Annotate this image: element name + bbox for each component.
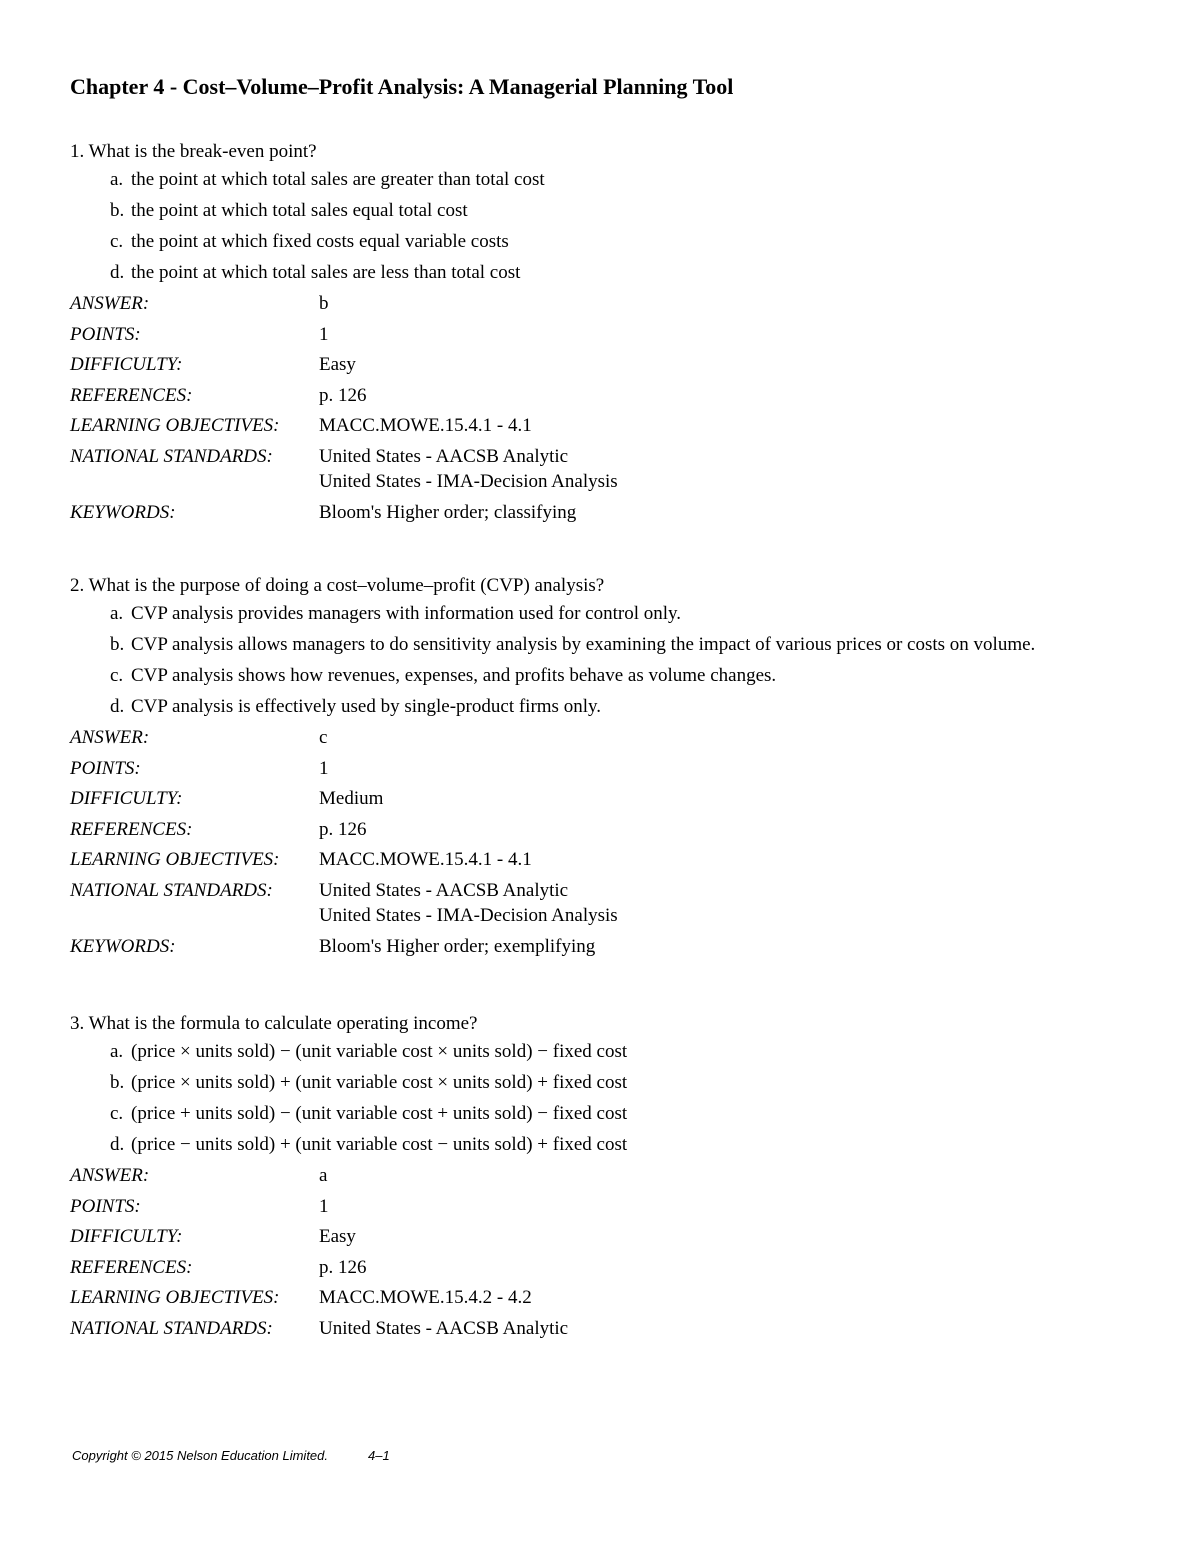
chapter-title: Chapter 4 - Cost–Volume–Profit Analysis: A Managerial Planning Tool [70,74,734,99]
meta-value: p. 126 [319,1256,367,1278]
meta-value: United States - IMA-Decision Analysis [319,470,618,492]
meta-label: LEARNING OBJECTIVES: [70,415,280,437]
option-text: the point at which total sales are greater than total cost [131,169,545,190]
meta-label: DIFFICULTY: [70,788,183,810]
option-letter: a. [110,603,124,624]
option-c [70,229,1130,254]
option-letter: a. [110,169,124,190]
meta-label: ANSWER: [70,1165,150,1186]
meta-value: Bloom's Higher order; exemplifying [319,935,596,957]
option-letter: c. [110,665,124,686]
meta-value: p. 126 [319,818,367,840]
question-metadata [70,725,1130,959]
meta-value: United States - IMA-Decision Analysis [319,904,618,926]
question-3 [70,1011,1130,1347]
meta-label: NATIONAL STANDARDS: [70,445,273,467]
option-letter: b. [110,1072,125,1093]
meta-value: Easy [319,1226,356,1248]
meta-national-standards [70,444,1130,494]
answer-options [70,601,1130,719]
option-text: the point at which total sales are less than total cost [131,262,521,283]
meta-references [70,383,1130,408]
meta-keywords [70,934,1130,959]
meta-label: POINTS: [70,1195,141,1217]
meta-value: Bloom's Higher order; classifying [319,501,577,523]
meta-difficulty [70,1224,1130,1249]
question-stem: 2. What is the purpose of doing a cost–volume–profit (CVP) analysis? [70,575,605,596]
meta-label: REFERENCES: [70,384,193,406]
meta-value: MACC.MOWE.15.4.2 - 4.2 [319,1287,532,1309]
meta-value: 1 [319,323,329,345]
meta-value: MACC.MOWE.15.4.1 - 4.1 [319,415,532,437]
meta-points [70,322,1130,347]
meta-difficulty [70,352,1130,377]
meta-value: c [319,727,328,748]
meta-label: NATIONAL STANDARDS: [70,1317,273,1339]
meta-learning-objectives [70,1285,1130,1310]
question-metadata [70,1163,1130,1341]
meta-national-standards [70,878,1130,928]
option-text: (price − units sold) + (unit variable cost − units sold) + fixed cost [131,1134,628,1155]
meta-value: a [319,1165,328,1186]
option-letter: a. [110,1041,124,1062]
answer-options [70,167,1130,285]
option-text: the point at which fixed costs equal variable costs [131,231,509,252]
meta-learning-objectives [70,847,1130,872]
meta-label: POINTS: [70,323,141,345]
option-c [70,1101,663,1126]
meta-label: REFERENCES: [70,1256,193,1278]
option-letter: c. [110,231,124,252]
option-c [70,663,1130,688]
option-b [70,1070,663,1095]
meta-value: p. 126 [319,384,367,406]
question-1 [70,139,1130,530]
question-metadata [70,291,1130,525]
meta-label: DIFFICULTY: [70,1226,183,1248]
option-text: (price + units sold) − (unit variable cost + units sold) − fixed cost [131,1103,628,1124]
option-b [70,632,1131,657]
meta-references [70,1255,1130,1280]
meta-points [70,1194,1130,1219]
meta-answer [70,291,1130,316]
page-number: 4–1 [368,1448,390,1463]
meta-label: LEARNING OBJECTIVES: [70,1287,280,1309]
option-b [70,198,1130,223]
option-d [70,1132,663,1157]
meta-keywords [70,500,1130,525]
meta-points [70,756,1130,781]
option-text: CVP analysis is effectively used by single-product firms only. [131,696,601,717]
page-footer [72,1447,390,1465]
meta-label: KEYWORDS: [70,501,176,523]
meta-value: United States - AACSB Analytic [319,879,569,901]
meta-value: United States - AACSB Analytic [319,1317,569,1339]
option-letter: b. [110,200,125,221]
question-stem: 1. What is the break-even point? [70,141,317,162]
option-a [70,1039,663,1064]
meta-answer [70,1163,1130,1188]
meta-value: MACC.MOWE.15.4.1 - 4.1 [319,849,532,871]
question-stem: 3. What is the formula to calculate operating income? [70,1013,478,1034]
option-letter: c. [110,1103,124,1124]
option-d [70,260,1130,285]
option-text: the point at which total sales equal total cost [131,200,468,221]
question-2 [70,573,1130,964]
meta-label: KEYWORDS: [70,935,176,957]
meta-value: United States - AACSB Analytic [319,445,569,467]
meta-label: ANSWER: [70,293,150,314]
option-letter: b. [110,634,125,655]
option-text: CVP analysis shows how revenues, expenses, and profits behave as volume changes. [131,665,777,686]
option-letter: d. [110,262,125,283]
meta-difficulty [70,786,1130,811]
meta-label: ANSWER: [70,727,150,748]
meta-label: POINTS: [70,757,141,779]
meta-learning-objectives [70,413,1130,438]
meta-value: 1 [319,1195,329,1217]
answer-options [70,1039,1130,1157]
meta-label: REFERENCES: [70,818,193,840]
option-d [70,694,1130,719]
meta-answer [70,725,1130,750]
copyright-notice: Copyright © 2015 Nelson Education Limited. [72,1448,329,1463]
option-letter: d. [110,1134,125,1155]
option-text: (price × units sold) + (unit variable cost × units sold) + fixed cost [131,1072,628,1093]
option-text: CVP analysis allows managers to do sensitivity analysis by examining the impact of various prices or costs on volume. [131,634,1036,655]
meta-label: DIFFICULTY: [70,354,183,376]
meta-value: Medium [319,788,384,810]
meta-label: NATIONAL STANDARDS: [70,879,273,901]
option-text: CVP analysis provides managers with information used for control only. [131,603,682,624]
meta-label: LEARNING OBJECTIVES: [70,849,280,871]
meta-value: Easy [319,354,356,376]
meta-references [70,817,1130,842]
meta-value: b [319,293,329,314]
option-letter: d. [110,696,125,717]
option-a [70,601,1130,626]
meta-national-standards [70,1316,1130,1341]
option-text: (price × units sold) − (unit variable cost × units sold) − fixed cost [131,1041,628,1062]
option-a [70,167,583,192]
meta-value: 1 [319,757,329,779]
